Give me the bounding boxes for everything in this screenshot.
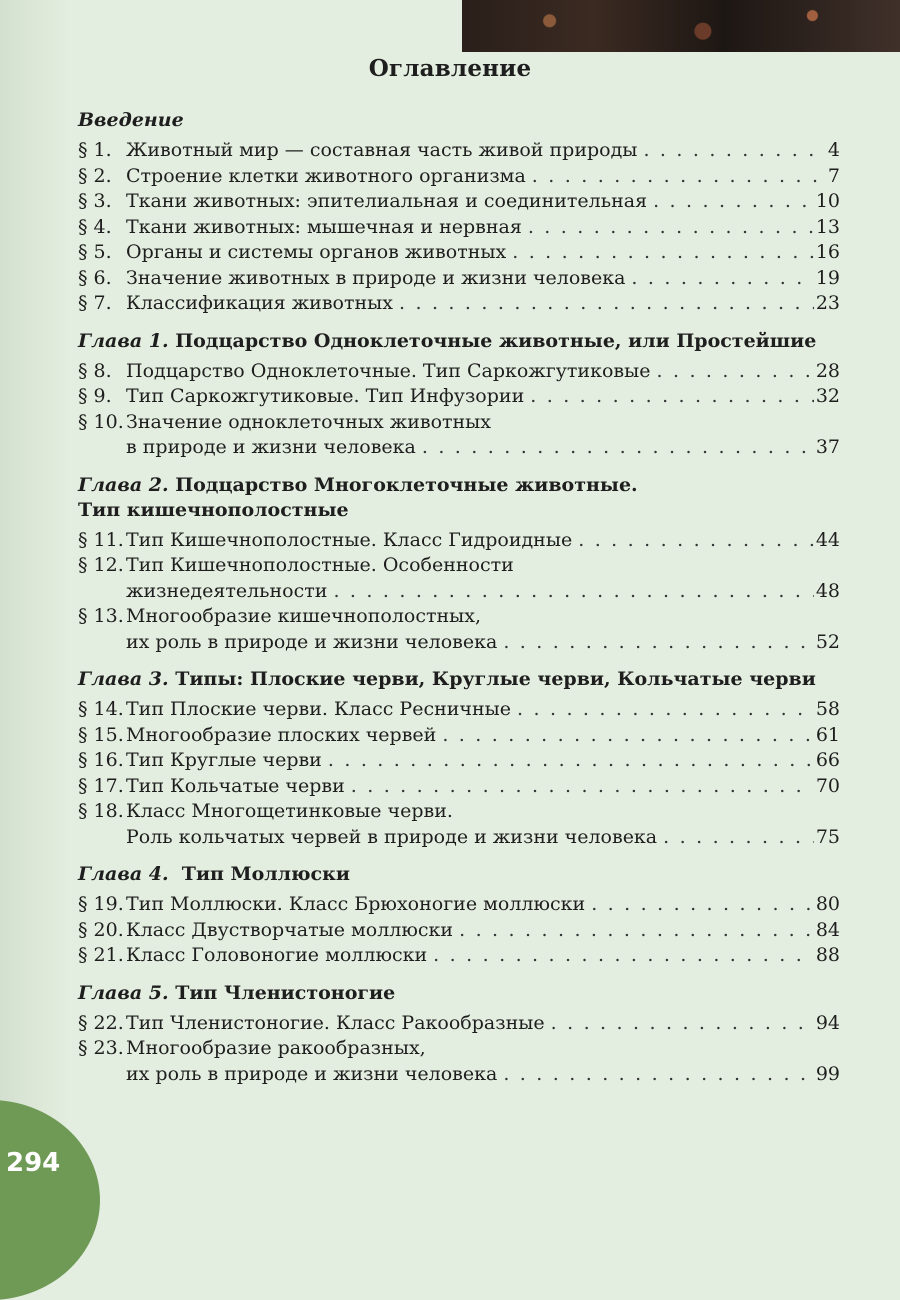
paragraph-number: § 7.: [78, 292, 112, 314]
paragraph-number: § 2.: [78, 164, 112, 187]
entry-page-number: 19: [815, 266, 840, 289]
paragraph-number: § 13.: [78, 605, 124, 627]
dot-leader: [656, 359, 813, 385]
entry-title: Тип Моллюски. Класс Брюхоногие моллюски: [126, 893, 586, 915]
entry-page-number: 58: [815, 698, 840, 720]
toc-entry[interactable]: [78, 410, 840, 461]
entry-title: Классификация животных: [126, 292, 393, 314]
chapter-title: Типы: Плоские черви, Круглые черви, Кольчатые черви: [168, 668, 816, 690]
chapter-label: Глава 5.: [78, 981, 169, 1004]
entry-page-number: 7: [827, 164, 840, 187]
entry-title: Роль кольчатых червей в природе и жизни человека: [126, 825, 658, 848]
entry-title: их роль в природе и жизни человека: [126, 630, 498, 653]
paragraph-number: § 19.: [78, 893, 124, 915]
page-number-badge: [0, 1100, 100, 1300]
dot-leader: [530, 384, 814, 410]
paragraph-number: § 15.: [78, 723, 124, 746]
dot-leader: [442, 723, 814, 749]
toc-entry[interactable]: [78, 359, 840, 385]
table-of-contents: [78, 108, 840, 1087]
entry-page-number: 28: [815, 359, 840, 382]
dot-leader: [551, 1011, 814, 1037]
paragraph-number: § 9.: [78, 385, 112, 407]
entry-title: Животный мир — составная часть живой природы: [126, 139, 638, 161]
paragraph-number: § 23.: [78, 1037, 124, 1059]
toc-entry[interactable]: [78, 723, 840, 749]
page-number: 294: [6, 1148, 61, 1178]
chapter-title-continued: Тип кишечнополостные: [78, 498, 349, 521]
toc-entry[interactable]: [78, 943, 840, 969]
dot-leader: [528, 215, 814, 241]
paragraph-number: § 10.: [78, 410, 124, 433]
entry-title: Класс Многощетинковые черви.: [126, 800, 453, 822]
entry-title: в природе и жизни человека: [126, 436, 416, 458]
entry-title: Тип Круглые черви: [126, 749, 322, 771]
toc-entry[interactable]: [78, 918, 840, 944]
toc-entry[interactable]: [78, 164, 840, 190]
entry-page-number: 13: [815, 215, 840, 238]
entry-title: Тип Плоские черви. Класс Ресничные: [126, 698, 512, 720]
dot-leader: [512, 240, 814, 266]
entry-title: Класс Двустворчатые моллюски: [126, 918, 454, 941]
paragraph-number: § 1.: [78, 139, 112, 161]
entry-page-number: 99: [815, 1062, 840, 1085]
paragraph-number: § 6.: [78, 266, 112, 289]
toc-entry[interactable]: [78, 1036, 840, 1087]
paragraph-number: § 12.: [78, 554, 124, 576]
entry-page-number: 32: [815, 385, 840, 407]
entry-page-number: 84: [815, 918, 840, 941]
paragraph-number: § 5.: [78, 241, 112, 263]
toc-entry[interactable]: [78, 384, 840, 410]
dot-leader: [459, 918, 814, 944]
entry-title: Многообразие кишечнополостных,: [126, 605, 482, 627]
entry-title: Многообразие ракообразных,: [126, 1037, 426, 1059]
chapter-label: Глава 3.: [78, 668, 169, 690]
dot-leader: [578, 528, 814, 554]
entry-page-number: 16: [815, 241, 840, 263]
entry-title: Ткани животных: мышечная и нервная: [126, 215, 522, 238]
chapter-heading: [78, 473, 840, 523]
header-photo-strip: [462, 0, 900, 52]
paragraph-number: § 8.: [78, 359, 112, 382]
entry-title: Подцарство Одноклеточные. Тип Саркожгутиковые: [126, 359, 651, 382]
dot-leader: [532, 164, 826, 190]
paragraph-number: § 14.: [78, 698, 124, 720]
paragraph-number: § 20.: [78, 918, 124, 941]
entry-title: Тип Кольчатые черви: [126, 774, 345, 797]
chapter-title: Тип Членистоногие: [168, 981, 396, 1004]
toc-entry[interactable]: [78, 748, 840, 774]
toc-entry[interactable]: [78, 266, 840, 292]
dot-leader: [653, 189, 814, 215]
toc-entry[interactable]: [78, 291, 840, 317]
toc-entry[interactable]: [78, 799, 840, 850]
dot-leader: [328, 748, 814, 774]
dot-leader: [503, 630, 813, 656]
entry-title: Тип Саркожгутиковые. Тип Инфузории: [126, 385, 525, 407]
toc-entry[interactable]: [78, 604, 840, 655]
dot-leader: [517, 697, 814, 723]
entry-page-number: 44: [815, 528, 840, 551]
entry-title: Значение одноклеточных животных: [126, 410, 492, 433]
toc-entry[interactable]: [78, 697, 840, 723]
entry-title: Тип Кишечнополостные. Особенности: [126, 554, 514, 576]
dot-leader: [503, 1062, 813, 1088]
chapter-heading: [78, 329, 840, 354]
toc-entry[interactable]: [78, 240, 840, 266]
chapter-heading: [78, 108, 840, 133]
entry-page-number: 48: [815, 579, 840, 602]
entry-title: Тип Членистоногие. Класс Ракообразные: [126, 1011, 545, 1034]
dot-leader: [591, 892, 814, 918]
page-margin-shade: [0, 0, 70, 1200]
toc-entry[interactable]: [78, 528, 840, 554]
toc-entry[interactable]: [78, 553, 840, 604]
entry-title: Значение животных в природе и жизни человека: [126, 266, 626, 289]
chapter-label: Глава 2.: [78, 473, 169, 496]
paragraph-number: § 22.: [78, 1011, 124, 1034]
entry-page-number: 94: [815, 1011, 840, 1034]
paragraph-number: § 21.: [78, 944, 124, 966]
dot-leader: [663, 825, 814, 851]
toc-entry[interactable]: [78, 774, 840, 800]
entry-title: Ткани животных: эпителиальная и соединительная: [126, 190, 648, 212]
dot-leader: [422, 435, 814, 461]
entry-page-number: 37: [815, 436, 840, 458]
toc-entry[interactable]: [78, 215, 840, 241]
entry-page-number: 23: [815, 292, 840, 314]
chapter-heading: [78, 862, 840, 887]
entry-page-number: 10: [815, 190, 840, 212]
entry-title: Многообразие плоских червей: [126, 723, 437, 746]
entry-page-number: 61: [815, 723, 840, 746]
entry-title: жизнедеятельности: [126, 579, 328, 602]
chapter-label: Глава 4.: [78, 863, 169, 885]
entry-page-number: 66: [815, 749, 840, 771]
dot-leader: [351, 774, 814, 800]
paragraph-number: § 18.: [78, 800, 124, 822]
dot-leader: [399, 291, 814, 317]
paragraph-number: § 17.: [78, 774, 124, 797]
chapter-heading: [78, 667, 840, 692]
entry-title: их роль в природе и жизни человека: [126, 1062, 498, 1085]
toc-entry[interactable]: [78, 138, 840, 164]
chapter-title: Подцарство Многоклеточные животные.: [168, 473, 638, 496]
dot-leader: [333, 579, 813, 605]
dot-leader: [631, 266, 813, 292]
paragraph-number: § 16.: [78, 749, 124, 771]
page-title: Оглавление: [368, 55, 532, 82]
entry-page-number: 88: [815, 944, 840, 966]
chapter-heading: [78, 981, 840, 1006]
entry-page-number: 4: [827, 139, 840, 161]
entry-page-number: 70: [815, 774, 840, 797]
chapter-label: Глава 1.: [78, 329, 169, 352]
chapter-title: Тип Моллюски: [168, 863, 350, 885]
dot-leader: [433, 943, 814, 969]
dot-leader: [643, 138, 825, 164]
entry-page-number: 75: [815, 825, 840, 848]
entry-title: Строение клетки животного организма: [126, 164, 526, 187]
paragraph-number: § 4.: [78, 215, 112, 238]
chapter-label: Введение: [78, 109, 184, 131]
entry-title: Органы и системы органов животных: [126, 241, 507, 263]
entry-title: Класс Головоногие моллюски: [126, 944, 428, 966]
chapter-title: Подцарство Одноклеточные животные, или Простейшие: [168, 329, 817, 352]
entry-page-number: 52: [815, 630, 840, 653]
entry-title: Тип Кишечнополостные. Класс Гидроидные: [126, 528, 573, 551]
toc-entry[interactable]: [78, 892, 840, 918]
toc-entry[interactable]: [78, 189, 840, 215]
paragraph-number: § 11.: [78, 528, 124, 551]
toc-entry[interactable]: [78, 1011, 840, 1037]
entry-page-number: 80: [815, 893, 840, 915]
paragraph-number: § 3.: [78, 190, 112, 212]
